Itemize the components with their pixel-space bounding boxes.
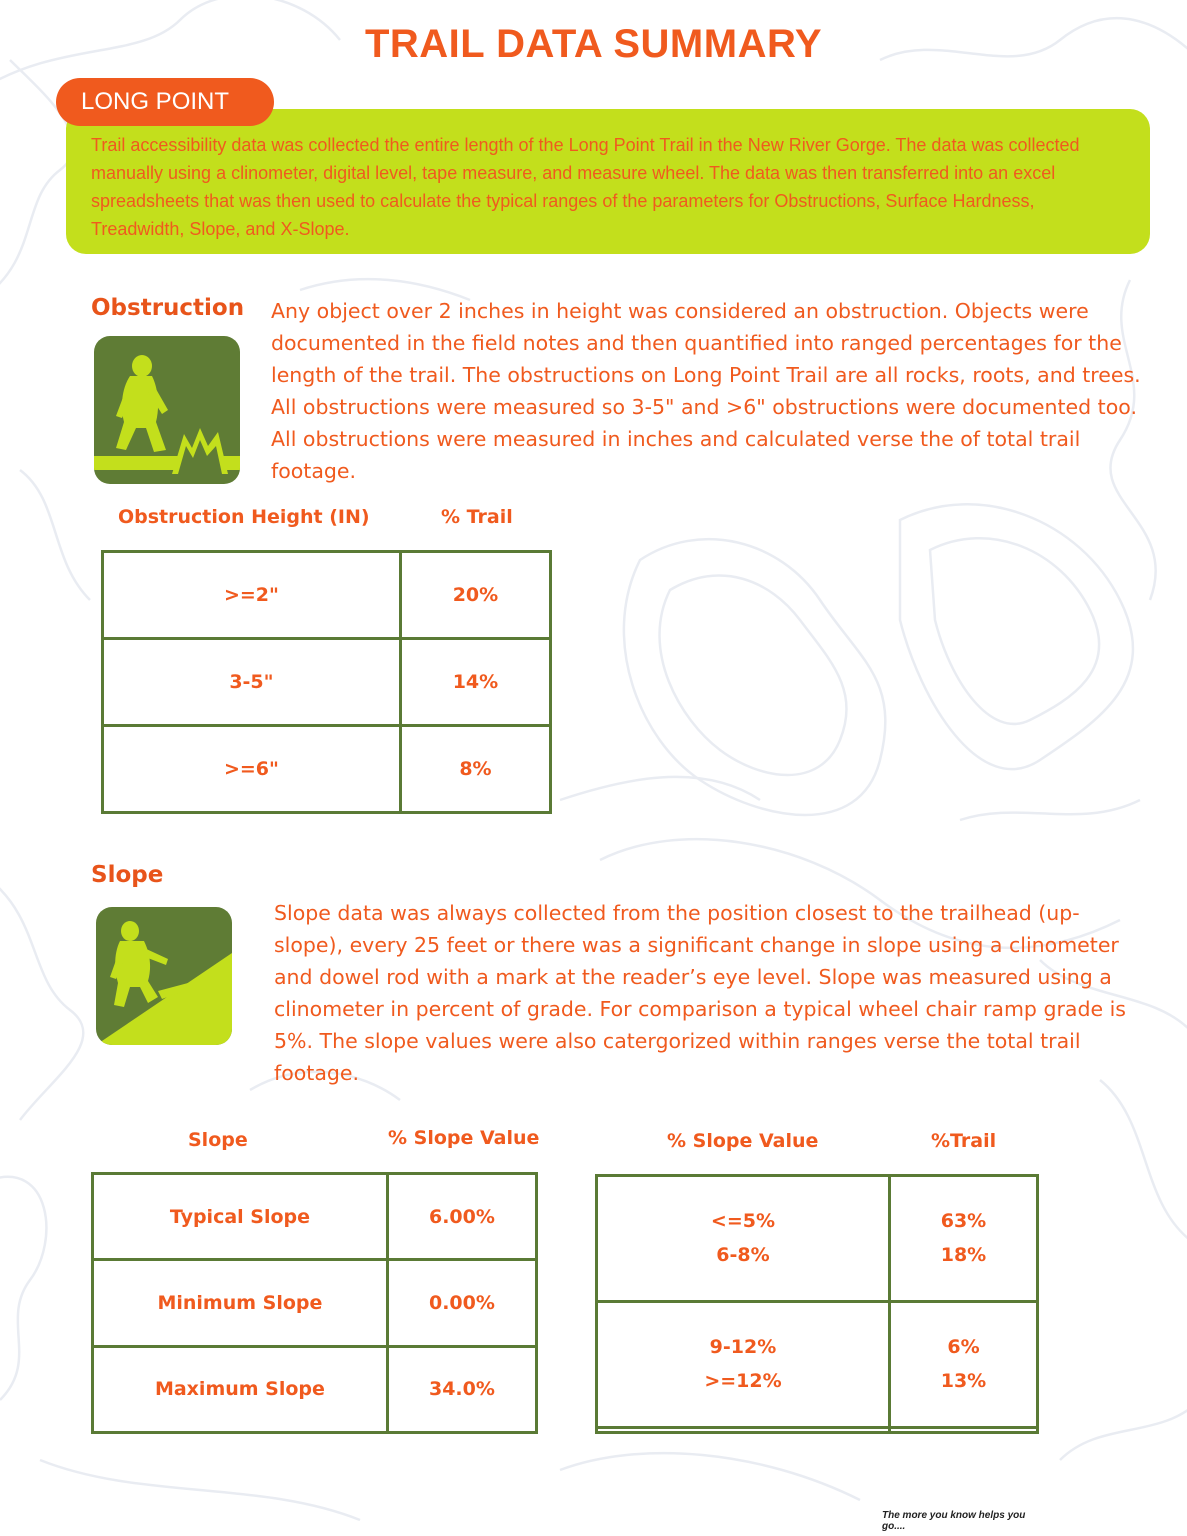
obstruction-height-cell: 3-5" — [103, 639, 401, 726]
range-trail: 63% — [940, 1210, 987, 1233]
range-value: 6-8% — [716, 1244, 770, 1267]
obstruction-height-cell: >=2" — [103, 552, 401, 639]
range-trail: 13% — [940, 1370, 987, 1393]
obstruction-trail-cell: 8% — [400, 726, 550, 813]
range-trail: 18% — [940, 1244, 987, 1267]
slope-value-cell: 0.00% — [387, 1260, 536, 1346]
range-value: >=12% — [704, 1370, 782, 1393]
slope-text: Slope data was always collected from the position closest to the trailhead (up-slope), every 25 feet or there was a significant change in slope using a clinometer and dowel rod with a mark at the reader’s eye level. Slope was measured using a clinometer in percent of grade. For comparison a typical wheel chair ramp grade is 5%. The slope values were also catergorized within ranges verse the total trail footage. — [274, 901, 1126, 1085]
range-value-cell — [597, 1427, 890, 1432]
table-row — [103, 552, 551, 639]
table-row — [93, 1346, 537, 1432]
obstruction-col-height: Obstruction Height (IN) — [118, 506, 370, 528]
footer-tagline: The more you know helps you go.... — [882, 1510, 1026, 1532]
obstruction-text: Any object over 2 inches in height was considered an obstruction. Objects were documented in the field notes and then quantified into ranged percentages for the length of the trail. The obstructions on Long Point Trail are all rocks, roots, and trees. All obstructions were measured so 3-5" and >6" obstructions were documented too. All obstructions were measured in inches and calculated verse the of total trail footage. — [271, 299, 1141, 483]
range-value-cell — [597, 1301, 890, 1427]
slope-label-cell: Minimum Slope — [93, 1260, 388, 1346]
location-badge: LONG POINT — [56, 78, 274, 126]
obstruction-table — [101, 550, 552, 814]
table-row — [93, 1260, 537, 1346]
range-trail-cell — [889, 1176, 1037, 1302]
obstruction-height-cell: >=6" — [103, 726, 401, 813]
table-row — [597, 1301, 1038, 1427]
page-title: TRAIL DATA SUMMARY — [364, 22, 823, 66]
intro-box — [66, 109, 1150, 254]
range-value: 9-12% — [709, 1336, 777, 1359]
slope-range-table — [595, 1174, 1039, 1434]
bigfoot-rocks-icon — [94, 336, 240, 484]
range-trail: 6% — [947, 1336, 980, 1359]
intro-text: Trail accessibility data was collected the entire length of the Long Point Trail in the New River Gorge. The data was collected manually using a clinometer, digital level, tape measure, and measure wheel. The data was then transferred into an excel spreadsheets that was then used to calculate the typical ranges of the parameters for Obstructions, Surface Hardness, Treadwidth, Slope, and X-Slope. — [91, 135, 1080, 239]
range-value: <=5% — [710, 1210, 776, 1233]
table-row — [597, 1176, 1038, 1302]
slope-summary-table — [91, 1172, 538, 1434]
slope-col-slope: Slope — [188, 1129, 248, 1151]
range-value-cell — [597, 1176, 890, 1302]
obstruction-col-trail: % Trail — [441, 506, 513, 528]
slope-heading: Slope — [91, 862, 164, 888]
obstruction-trail-cell: 20% — [400, 552, 550, 639]
table-row — [103, 726, 551, 813]
slope-value-cell: 34.0% — [387, 1346, 536, 1432]
range-trail-cell — [889, 1427, 1037, 1432]
bigfoot-incline-icon — [96, 907, 232, 1045]
table-row — [93, 1174, 537, 1260]
obstruction-heading: Obstruction — [91, 295, 245, 321]
table-row — [103, 639, 551, 726]
slope-label-cell: Maximum Slope — [93, 1346, 388, 1432]
range-trail-cell — [889, 1301, 1037, 1427]
range-col-trail: %Trail — [931, 1130, 997, 1152]
table-row — [597, 1427, 1038, 1432]
slope-col-value: % Slope Value — [388, 1127, 540, 1149]
slope-label-cell: Typical Slope — [93, 1174, 388, 1260]
slope-value-cell: 6.00% — [387, 1174, 536, 1260]
range-col-value: % Slope Value — [667, 1130, 819, 1152]
obstruction-trail-cell: 14% — [400, 639, 550, 726]
